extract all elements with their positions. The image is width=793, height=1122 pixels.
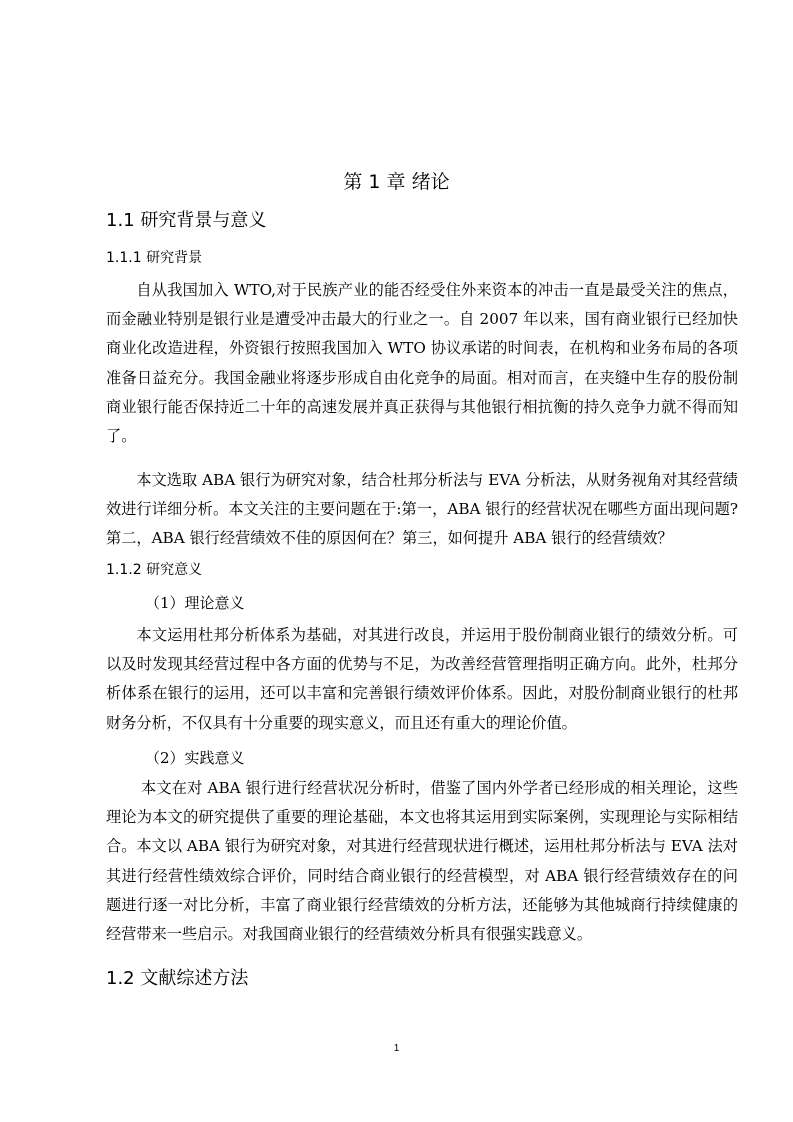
subsection-heading-1-1-1: 1.1.1 研究背景 xyxy=(106,250,203,266)
theory-significance-paragraph: 本文运用杜邦分析体系为基础，对其进行改良，并运用于股份制商业银行的绩效分析。可以及时发现其经营过程中各方面的优势与不足，为改善经营管理指明正确方向。此外，杜邦分析体系在银行的运用，还可以丰富和完善银行绩效评价体系。因此，对股份制商业银行的杜邦财务分析，不仅具有十分重要的现实意义，而且还有重大的理论价值。 xyxy=(106,626,738,732)
practice-significance-paragraph: 本文在对 ABA 银行进行经营状况分析时，借鉴了国内外学者已经形成的相关理论，这些理论为本文的研究提供了重要的理论基础，本文也将其运用到实际案例，实现理论与实际相结合。本文以 ABA 银行为研究对象，对其进行经营现状进行概述，运用杜邦分析法与 EVA 法对其进行经营性绩效综合评价，同时结合商业银行的经营模型，对 ABA 银行经营绩效存在的问题进行逐一对比分析，丰富了商业银行经营绩效的分析方法，还能够为其他城商行持续健康的经营带来一些启示。对我国商业银行的经营绩效分析具有很强实践意义。 xyxy=(106,779,738,944)
chapter-title: 第 1 章 绪论 xyxy=(343,171,450,193)
practice-significance-heading: （2）实践意义 xyxy=(145,749,245,767)
page-number: 1 xyxy=(393,1043,400,1054)
subsection-heading-1-1-2: 1.1.2 研究意义 xyxy=(106,562,203,578)
theory-significance-heading: （1）理论意义 xyxy=(145,594,245,612)
background-paragraph-1: 自从我国加入 WTO,对于民族产业的能否经受住外来资本的冲击一直是最受关注的焦点，而金融业特别是银行业是遭受冲击最大的行业之一。自 2007 年以来，国有商业银行已经加快商业化改造进程，外资银行按照我国加入 WTO 协议承诺的时间表，在机构和业务布局的各项准备日益充分。我国金融业将逐步形成自由化竞争的局面。相对而言，在夹缝中生存的股份制商业银行能否保持近二十年的高速发展并真正获得与其他银行相抗衡的持久竞争力就不得而知了。 xyxy=(106,281,738,446)
section-heading-1-1: 1.1 研究背景与意义 xyxy=(106,210,267,231)
background-paragraph-2: 本文选取 ABA 银行为研究对象，结合杜邦分析法与 EVA 分析法，从财务视角对其经营绩效进行详细分析。本文关注的主要问题在于:第一，ABA 银行的经营状况在哪些方面出现问题?第二，ABA 银行经营绩效不佳的原因何在？第三，如何提升 ABA 银行的经营绩效？ xyxy=(106,471,738,548)
section-heading-1-2: 1.2 文献综述方法 xyxy=(106,968,249,989)
